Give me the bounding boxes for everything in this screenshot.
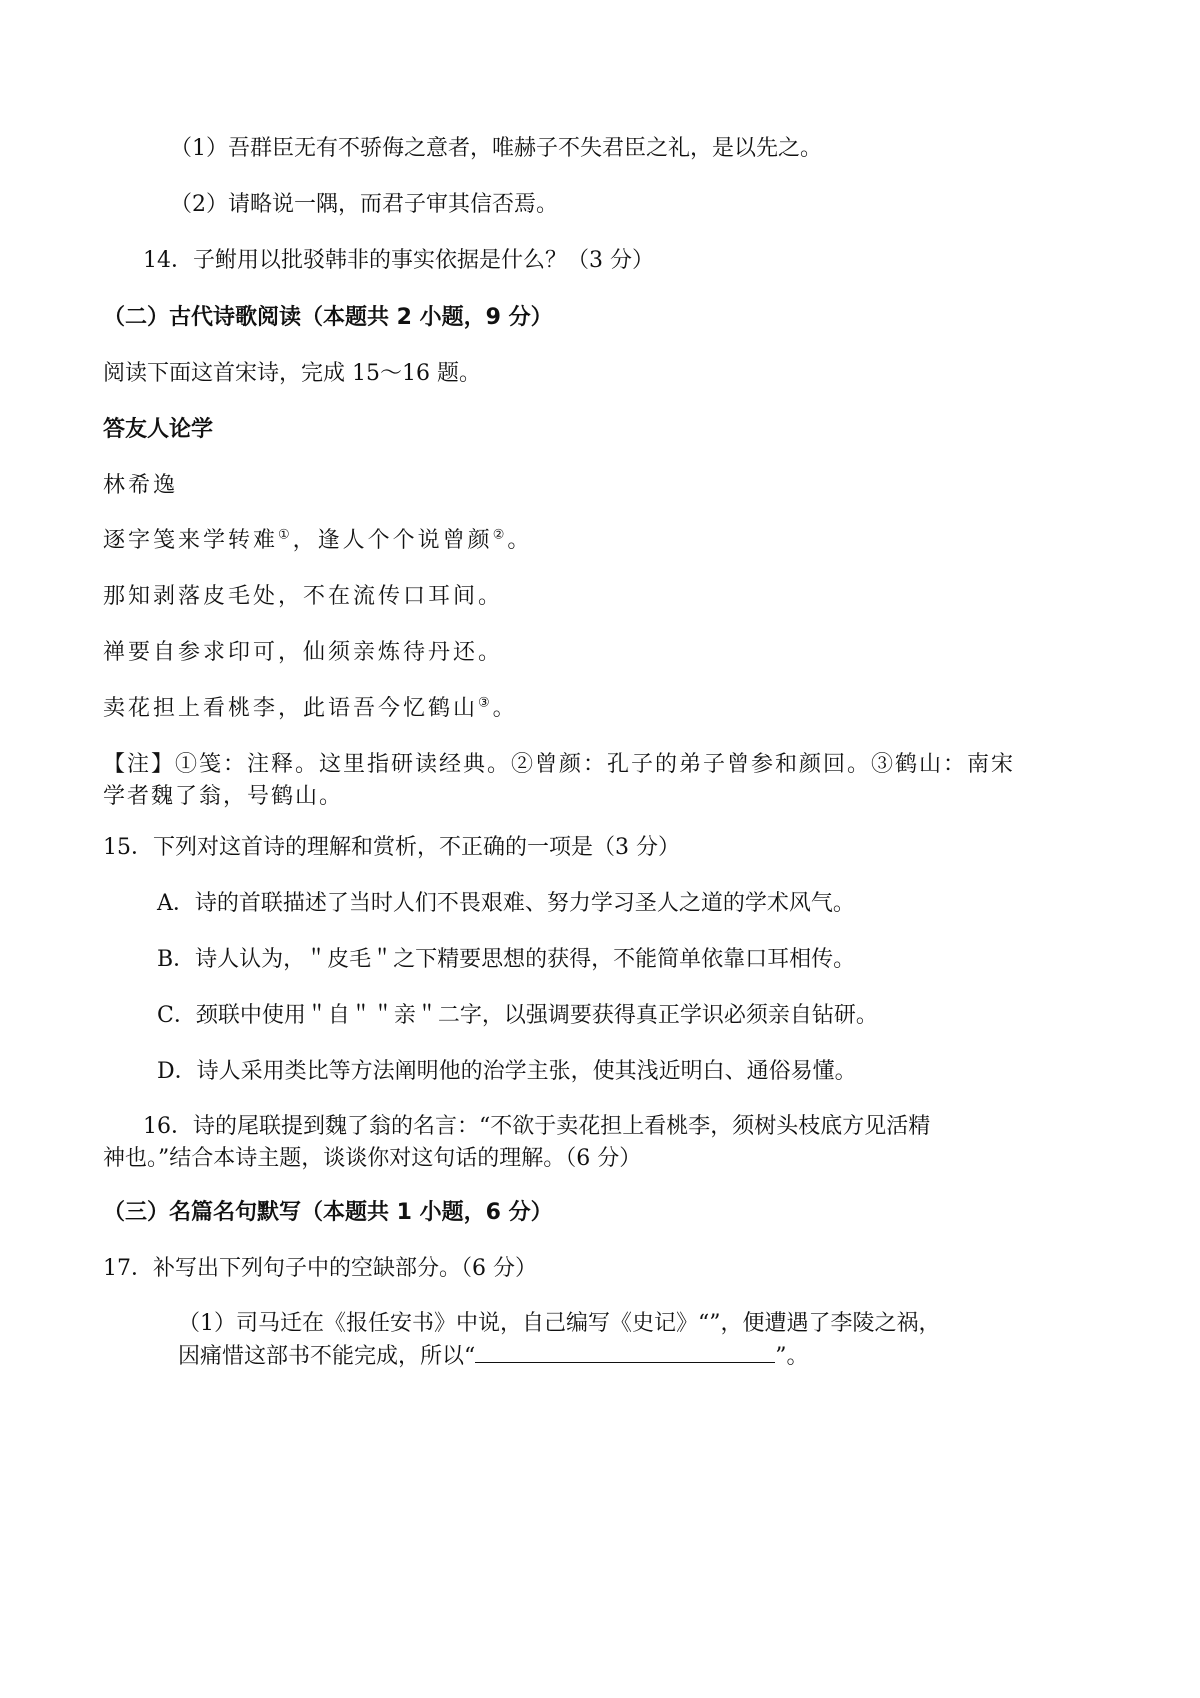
q15-option-a: A．诗的首联描述了当时人们不畏艰难、努力学习圣人之道的学术风气。 xyxy=(157,891,855,916)
footnote-mark-3: ③ xyxy=(478,695,493,711)
poem-line-3: 禅要自参求印可，仙须亲炼待丹还。 xyxy=(103,640,504,665)
q17-line-2-prefix: 因痛惜这部书不能完成，所以“ xyxy=(178,1344,476,1369)
q13-part-2: （2）请略说一隅，而君子审其信否焉。 xyxy=(170,192,558,217)
question-14: 14．子鲋用以批驳韩非的事实依据是什么？（3 分） xyxy=(143,248,654,273)
q15-option-c: C．颈联中使用＂自＂＂亲＂二字，以强调要获得真正学识必须亲自钻研。 xyxy=(157,1003,878,1028)
q17-part-1-line-2 xyxy=(178,1340,809,1373)
q17-part-1-line-1: （1）司马迁在《报任安书》中说，自己编写《史记》“”，便遭遇了李陵之祸， xyxy=(178,1311,941,1336)
poem-line-1-end: 。 xyxy=(507,528,533,553)
question-16-line-2: 神也。”结合本诗主题，谈谈你对这句话的理解。（6 分） xyxy=(103,1146,642,1171)
poem-line-4 xyxy=(103,693,518,725)
poem-line-4-text: 卖花担上看桃李，此语吾今忆鹤山 xyxy=(103,696,479,721)
section-2-intro: 阅读下面这首宋诗，完成 15～16 题。 xyxy=(103,361,481,386)
q13-part-1: （1）吾群臣无有不骄侮之意者，唯赫子不失君臣之礼，是以先之。 xyxy=(170,136,822,161)
question-17: 17．补写出下列句子中的空缺部分。（6 分） xyxy=(103,1256,537,1281)
q15-option-d: D．诗人采用类比等方法阐明他的治学主张，使其浅近明白、通俗易懂。 xyxy=(157,1059,857,1084)
poem-title: 答友人论学 xyxy=(103,417,214,442)
poem-line-1-text: 逐字笺来学转难 xyxy=(103,528,279,553)
footnote-mark-1: ① xyxy=(278,527,293,543)
poem-note-line-1: 【注】①笺：注释。这里指研读经典。②曾颜：孔子的弟子曾参和颜回。③鹤山：南宋 xyxy=(103,752,1016,777)
poem-author: 林希逸 xyxy=(103,473,179,498)
question-15: 15．下列对这首诗的理解和赏析，不正确的一项是（3 分） xyxy=(103,835,680,860)
footnote-mark-2: ② xyxy=(492,527,508,543)
question-16-line-1: 16．诗的尾联提到魏了翁的名言：“不欲于卖花担上看桃李，须树头枝底方见活精 xyxy=(143,1114,931,1139)
q15-option-b: B．诗人认为，＂皮毛＂之下精要思想的获得，不能简单依靠口耳相传。 xyxy=(157,947,856,972)
poem-note-line-2: 学者魏了翁，号鹤山。 xyxy=(103,784,344,809)
answer-blank[interactable] xyxy=(475,1340,775,1363)
section-3-heading: （三）名篇名句默写（本题共 1 小题，6 分） xyxy=(103,1200,553,1225)
poem-line-1 xyxy=(103,525,532,557)
q17-line-2-suffix: ”。 xyxy=(775,1344,809,1369)
section-2-heading: （二）古代诗歌阅读（本题共 2 小题，9 分） xyxy=(103,305,553,330)
poem-line-1-rest: ，逢人个个说曾颜 xyxy=(292,528,493,553)
poem-line-2: 那知剥落皮毛处，不在流传口耳间。 xyxy=(103,584,504,609)
poem-line-4-end: 。 xyxy=(492,696,518,721)
